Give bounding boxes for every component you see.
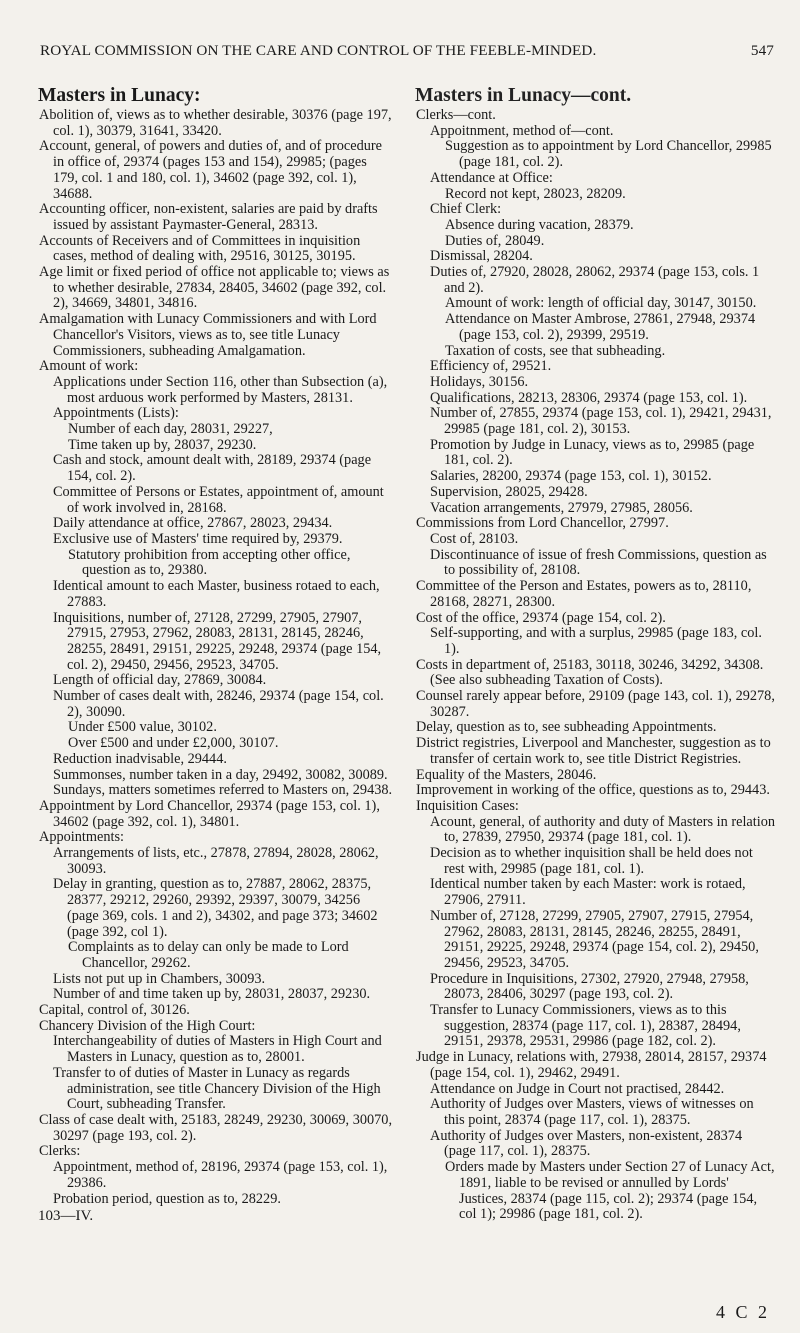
index-entry: Over £500 and under £2,000, 30107. [68, 735, 279, 752]
index-entry: Interchangeability of duties of Masters in High Court and Masters in Lunacy, question as to, 28001. [53, 1033, 382, 1066]
index-entry: Duties of, 28049. [445, 232, 545, 249]
index-entry: Class of case dealt with, 25183, 28249, 29230, 30069, 30070, 30297 (page 193, col. 2). [39, 1112, 393, 1144]
index-entry: Age limit or fixed period of office not applicable to; views as to whether desirable, 27834, 28405, 34602 (page 392, col. 2), 34669, 34801, 34816. [39, 264, 390, 312]
index-entry: Amalgamation with Lunacy Commissioners and with Lord Chancellor's Visitors, views as to, see title Lunacy Commissioners, subheading Amalgamation. [39, 311, 377, 359]
index-entry: Under £500 value, 30102. [68, 719, 217, 736]
index-entry: Appoitnment, method of—cont. [430, 122, 614, 139]
index-entry: Accounting officer, non-existent, salaries are paid by drafts issued by assistant Paymaster-General, 28313. [39, 201, 378, 233]
index-entry: Number of, 27855, 29374 (page 153, col. 1), 29421, 29431, 29985 (page 181, col. 2), 30153. [430, 405, 772, 438]
index-entry: Judge in Lunacy, relations with, 27938, 28014, 28157, 29374 (page 154, col. 1), 29462, 29491. [416, 1049, 767, 1081]
index-entry: Decision as to whether inquisition shall be held does not rest with, 29985 (page 181, col. 1). [430, 845, 753, 877]
index-entry: Time taken up by, 28037, 29230. [68, 436, 257, 453]
index-entry: Holidays, 30156. [430, 373, 529, 390]
column-heading: Masters in Lunacy—cont. [415, 85, 632, 106]
index-entry: Abolition of, views as to whether desirable, 30376 (page 197, col. 1), 30379, 31641, 33420. [39, 107, 392, 139]
index-entry: Appointment, method of, 28196, 29374 (page 153, col. 1), 29386. [53, 1159, 388, 1191]
index-entry: Delay in granting, question as to, 27887, 28062, 28375, 28377, 29212, 29260, 29392, 29397, 30079, 34256 (page 369, cols. 1 and 2), 34302, and page 373; 34602 (page 392, col 1). [53, 876, 378, 940]
index-entry: Number of cases dealt with, 28246, 29374 (page 154, col. 2), 30090. [53, 688, 384, 720]
index-entry: Inquisitions, number of, 27128, 27299, 27905, 27907, 27915, 27953, 27962, 28083, 28131, 28145, 28246, 28255, 28491, 29151, 29225, 29248, 29374 (page 154, col. 2), 29450, 29456, 29523, 34705. [53, 609, 382, 673]
index-entry: Daily attendance at office, 27867, 28023, 29434. [53, 515, 333, 532]
index-entry: Appointments: [39, 829, 124, 846]
footer-code: 103—IV. [38, 1208, 94, 1225]
index-entry: Procedure in Inquisitions, 27302, 27920, 27948, 27958, 28073, 28406, 30297 (page 193, col. 2). [430, 970, 749, 1003]
index-entry: Account, general, of powers and duties of, and of procedure in office of, 29374 (pages 153 and 154), 29985; (pages 179, col. 1 and 180, col. 1), 34602 (page 392, col. 1), 34688. [39, 138, 382, 202]
index-entry: Orders made by Masters under Section 27 of Lunacy Act, 1891, liable to be revised or annulled by Lords' Justices, 28374 (page 115, col. 2); 29374 (page 154, col 1); 29986 (page 181, col. 2). [445, 1159, 775, 1223]
index-entry: Record not kept, 28023, 28209. [445, 185, 626, 202]
index-entry: Identical amount to each Master, business rotaed to each, 27883. [53, 578, 380, 610]
index-entry: Promotion by Judge in Lunacy, views as to, 29985 (page 181, col. 2). [430, 436, 755, 469]
index-entry: Cost of the office, 29374 (page 154, col. 2). [416, 609, 666, 626]
right-column [415, 85, 777, 1223]
index-entry: Number of each day, 28031, 29227, [68, 421, 273, 438]
index-entry: Authority of Judges over Masters, views of witnesses on this point, 28374 (page 117, col. 1), 28375. [430, 1096, 754, 1128]
index-entry: Transfer to of duties of Master in Lunacy as regards administration, see title Chancery Division of the High Court, subheading Transfer. [53, 1064, 381, 1113]
index-entry: Reduction inadvisable, 29444. [53, 750, 227, 767]
index-entry: Duties of, 27920, 28028, 28062, 29374 (page 153, cols. 1 and 2). [430, 264, 760, 296]
index-entry: Chancery Division of the High Court: [39, 1017, 256, 1034]
index-entry: Absence during vacation, 28379. [445, 216, 634, 233]
index-entry: Clerks—cont. [416, 107, 496, 123]
index-entries [38, 108, 395, 1207]
index-entry: Clerks: [39, 1143, 81, 1160]
index-entry: Inquisition Cases: [416, 797, 519, 814]
index-entry: Cost of, 28103. [430, 530, 519, 547]
index-entry: Capital, control of, 30126. [39, 1002, 190, 1019]
index-entry: Committee of Persons or Estates, appointment of, amount of work involved in, 28168. [53, 483, 384, 516]
index-entry: Supervision, 28025, 29428. [430, 483, 588, 500]
index-entry: Attendance at Office: [430, 169, 553, 186]
index-entry: Committee of the Person and Estates, powers as to, 28110, 28168, 28271, 28300. [416, 578, 752, 610]
index-entry: Number of, 27128, 27299, 27905, 27907, 27915, 27954, 27962, 28083, 28131, 28145, 28246, 28255, 28491, 29151, 29225, 29248, 29374 (page 154, col. 2), 29450, 29456, 29523, 34705. [430, 907, 759, 971]
index-entry: Sundays, matters sometimes referred to Masters on, 29438. [53, 782, 393, 799]
column-heading: Masters in Lunacy: [38, 85, 201, 106]
index-entry: Statutory prohibition from accepting other office, question as to, 29380. [68, 546, 351, 579]
page-number: 547 [750, 42, 774, 59]
index-entry: Salaries, 28200, 29374 (page 153, col. 1), 30152. [430, 468, 712, 485]
index-entry: Number of and time taken up by, 28031, 28037, 29230. [53, 986, 371, 1003]
index-entry: (See also subheading Taxation of Costs). [430, 672, 664, 689]
index-entry: Commissions from Lord Chancellor, 27997. [416, 515, 669, 532]
index-entry: Amount of work: length of official day, 30147, 30150. [445, 295, 757, 312]
index-entry: Discontinuance of issue of fresh Commissions, question as to possibility of, 28108. [430, 546, 767, 579]
index-entry: Vacation arrangements, 27979, 27985, 28056. [430, 499, 693, 516]
index-entry: Accounts of Receivers and of Committees in inquisition cases, method of dealing with, 29516, 30125, 30195. [39, 232, 361, 265]
left-column [38, 85, 395, 1225]
index-entry: Probation period, question as to, 28229. [53, 1190, 281, 1207]
index-entry: Transfer to Lunacy Commissioners, views as to this suggestion, 28374 (page 117, col. 1), 28387, 28494, 29151, 29378, 29531, 29986 (page 182, col. 2). [430, 1002, 741, 1050]
sheet-signature: 4 C 2 [716, 1302, 771, 1322]
index-entry: Taxation of costs, see that subheading. [445, 342, 666, 359]
index-entry: Appointments (Lists): [53, 405, 179, 422]
index-entry: Amount of work: [39, 358, 139, 375]
index-entry: Counsel rarely appear before, 29109 (page 143, col. 1), 29278, 30287. [416, 688, 775, 720]
index-entry: Cash and stock, amount dealt with, 28189, 29374 (page 154, col. 2). [53, 452, 372, 485]
index-entry: Length of official day, 27869, 30084. [53, 672, 267, 689]
index-entry: Chief Clerk: [430, 201, 502, 218]
index-entries [415, 108, 777, 1223]
index-entry: Applications under Section 116, other than Subsection (a), most arduous work performed by Masters, 28131. [53, 373, 388, 406]
running-title: ROYAL COMMISSION ON THE CARE AND CONTROL OF THE FEEBLE-MINDED. [40, 42, 597, 59]
index-entry: Qualifications, 28213, 28306, 29374 (page 153, col. 1). [430, 389, 748, 406]
index-entry: Efficiency of, 29521. [430, 358, 552, 375]
index-entry: Self-supporting, and with a surplus, 29985 (page 183, col. 1). [430, 625, 762, 657]
index-entry: Appointment by Lord Chancellor, 29374 (page 153, col. 1), 34602 (page 392, col. 1), 34801. [39, 797, 380, 830]
index-entry: Arrangements of lists, etc., 27878, 27894, 28028, 28062, 30093. [53, 845, 379, 877]
index-entry: Authority of Judges over Masters, non-existent, 28374 (page 117, col. 1), 28375. [430, 1127, 743, 1160]
index-entry: Acount, general, of authority and duty of Masters in relation to, 27839, 27950, 29374 (page 181, col. 1). [430, 813, 776, 846]
index-entry: Delay, question as to, see subheading Appointments. [416, 719, 717, 736]
index-entry: Equality of the Masters, 28046. [416, 766, 597, 783]
index-entry: Attendance on Judge in Court not practised, 28442. [430, 1080, 725, 1097]
index-entry: Lists not put up in Chambers, 30093. [53, 970, 266, 987]
index-entry: Improvement in working of the office, questions as to, 29443. [416, 782, 770, 799]
index-entry: Complaints as to delay can only be made to Lord Chancellor, 29262. [68, 939, 349, 971]
index-entry: Summonses, number taken in a day, 29492, 30082, 30089. [53, 766, 388, 783]
index-entry: Identical number taken by each Master: work is rotaed, 27906, 27911. [430, 876, 746, 909]
index-entry: Suggestion as to appointment by Lord Chancellor, 29985 (page 181, col. 2). [445, 138, 772, 171]
index-entry: District registries, Liverpool and Manchester, suggestion as to transfer of certain work to, see title District Registries. [416, 735, 771, 767]
index-entry: Attendance on Master Ambrose, 27861, 27948, 29374 (page 153, col. 2), 29399, 29519. [445, 311, 756, 343]
index-entry: Costs in department of, 25183, 30118, 30246, 34292, 34308. [416, 656, 764, 673]
index-entry: Dismissal, 28204. [430, 248, 533, 265]
index-entry: Exclusive use of Masters' time required by, 29379. [53, 530, 343, 547]
